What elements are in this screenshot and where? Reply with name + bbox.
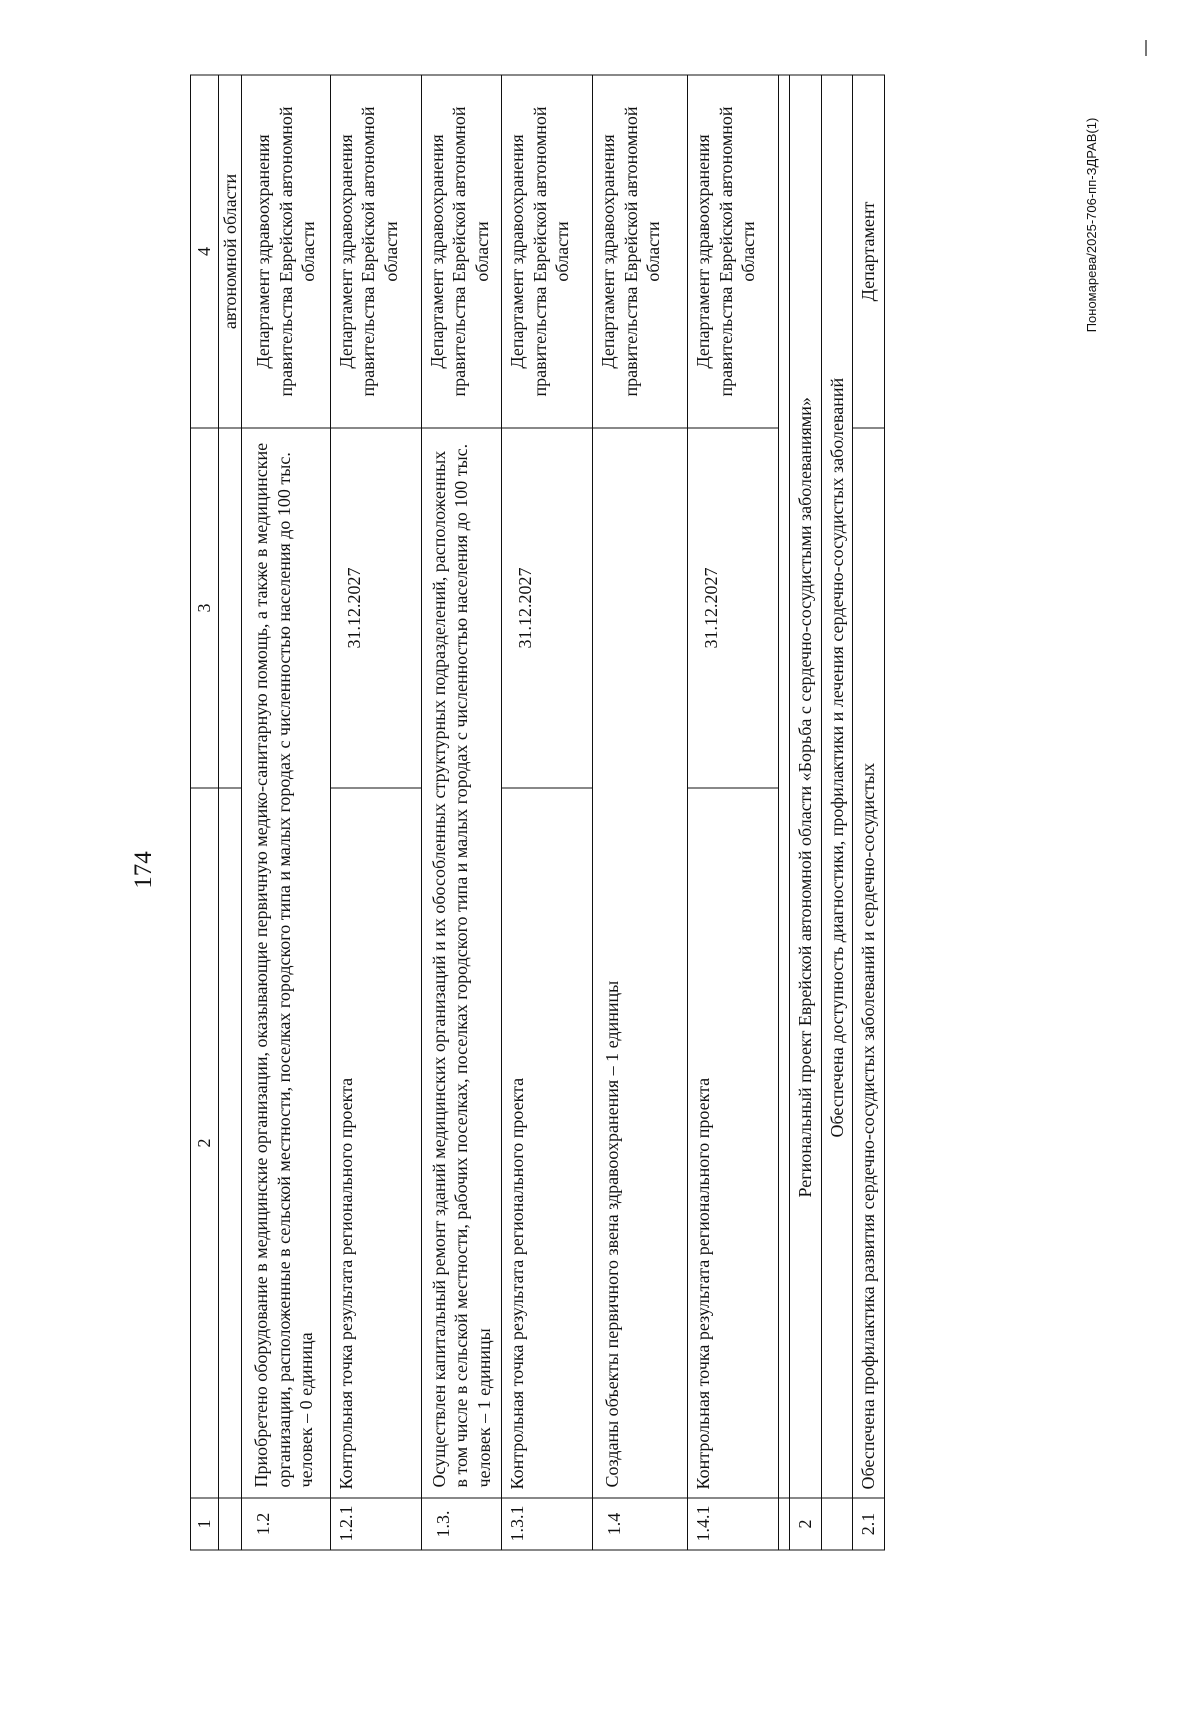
header-col-2: 2 (191, 788, 219, 1498)
row-number: 2.1 (853, 1498, 885, 1550)
row-responsible: Департамент здравоохранения правительства Еврейской автономной области (502, 75, 593, 428)
row-date: 31.12.2027 (502, 428, 593, 788)
row-number: 1.2 (242, 1498, 331, 1550)
section-number: 2 (790, 1498, 822, 1550)
row-responsible: Департамент здравоохранения правительства Еврейской автономной области (593, 75, 688, 428)
cell-empty (779, 75, 790, 1498)
table-row (593, 75, 688, 1550)
table-row (853, 75, 885, 1550)
plan-table (190, 74, 885, 1550)
row-responsible: Департамент здравоохранения правительства Еврейской автономной области (242, 75, 331, 428)
row-number: 1.3. (421, 1498, 502, 1550)
row-responsible: Департамент здравоохранения правительства Еврейской автономной области (421, 75, 502, 428)
table-row (502, 75, 593, 1550)
row-text: Созданы объекты первичного звена здравоохранения – 1 единицы (593, 428, 688, 1498)
table-container (190, 75, 1000, 1550)
row-number: 1.3.1 (502, 1498, 593, 1550)
row-text: Обеспечена профилактика развития сердечно-сосудистых заболеваний и сердечно-сосудистых (853, 428, 885, 1498)
row-date: 31.12.2027 (688, 428, 779, 788)
cell-empty (779, 1498, 790, 1550)
row-responsible: Департамент (853, 75, 885, 428)
row-number: 1.2.1 (330, 1498, 421, 1550)
row-date: 31.12.2027 (330, 428, 421, 788)
row-text: Осуществлен капитальный ремонт зданий медицинских организаций и их обособленных структурных подразделений, расположенных в том числе в сельской местности, рабочих поселках, поселках городского типа и малых городах с численностью населения до 100 тыс. человек – 1 единицы (421, 428, 502, 1498)
continuation-row (218, 75, 242, 1550)
header-col-4: 4 (191, 75, 219, 428)
cell-empty (218, 788, 242, 1498)
row-responsible: Департамент здравоохранения правительства Еврейской автономной области (330, 75, 421, 428)
cell-empty (218, 428, 242, 788)
spacer-row (779, 75, 790, 1550)
continuation-text: автономной области (218, 75, 242, 428)
margin-mark (1145, 40, 1147, 56)
section-row (790, 75, 822, 1550)
header-col-3: 3 (191, 428, 219, 788)
row-text: Контрольная точка результата регионального проекта (330, 788, 421, 1498)
table-row (688, 75, 779, 1550)
cell-empty (821, 1498, 853, 1550)
row-responsible: Департамент здравоохранения правительства Еврейской автономной области (688, 75, 779, 428)
page-number: 174 (130, 851, 157, 889)
subtask-row (821, 75, 853, 1550)
section-title: Региональный проект Еврейской автономной области «Борьба с сердечно-сосудистыми заболеваниями» (790, 75, 822, 1498)
row-number: 1.4.1 (688, 1498, 779, 1550)
table-row (421, 75, 502, 1550)
footer-code: Пономарева/2025-706-пп-ЗДРАВ(1) (1084, 117, 1099, 333)
rotated-table (190, 75, 1000, 1550)
header-row (191, 75, 219, 1550)
footer-code-container (1070, 95, 1114, 355)
row-number: 1.4 (593, 1498, 688, 1550)
row-text: Контрольная точка результата регионального проекта (688, 788, 779, 1498)
row-text: Контрольная точка результата регионального проекта (502, 788, 593, 1498)
cell-empty (218, 1498, 242, 1550)
row-text: Приобретено оборудование в медицинские организации, оказывающие первичную медико-санитарную помощь, а также в медицинские организации, расположенные в сельской местности, поселках городского типа и малых городах с численностью населения до 100 тыс. человек – 0 единица (242, 428, 331, 1498)
table-row (330, 75, 421, 1550)
table-row (242, 75, 331, 1550)
subtask-title: Обеспечена доступность диагностики, профилактики и лечения сердечно-сосудистых заболеваний (821, 75, 853, 1498)
header-col-1: 1 (191, 1498, 219, 1550)
